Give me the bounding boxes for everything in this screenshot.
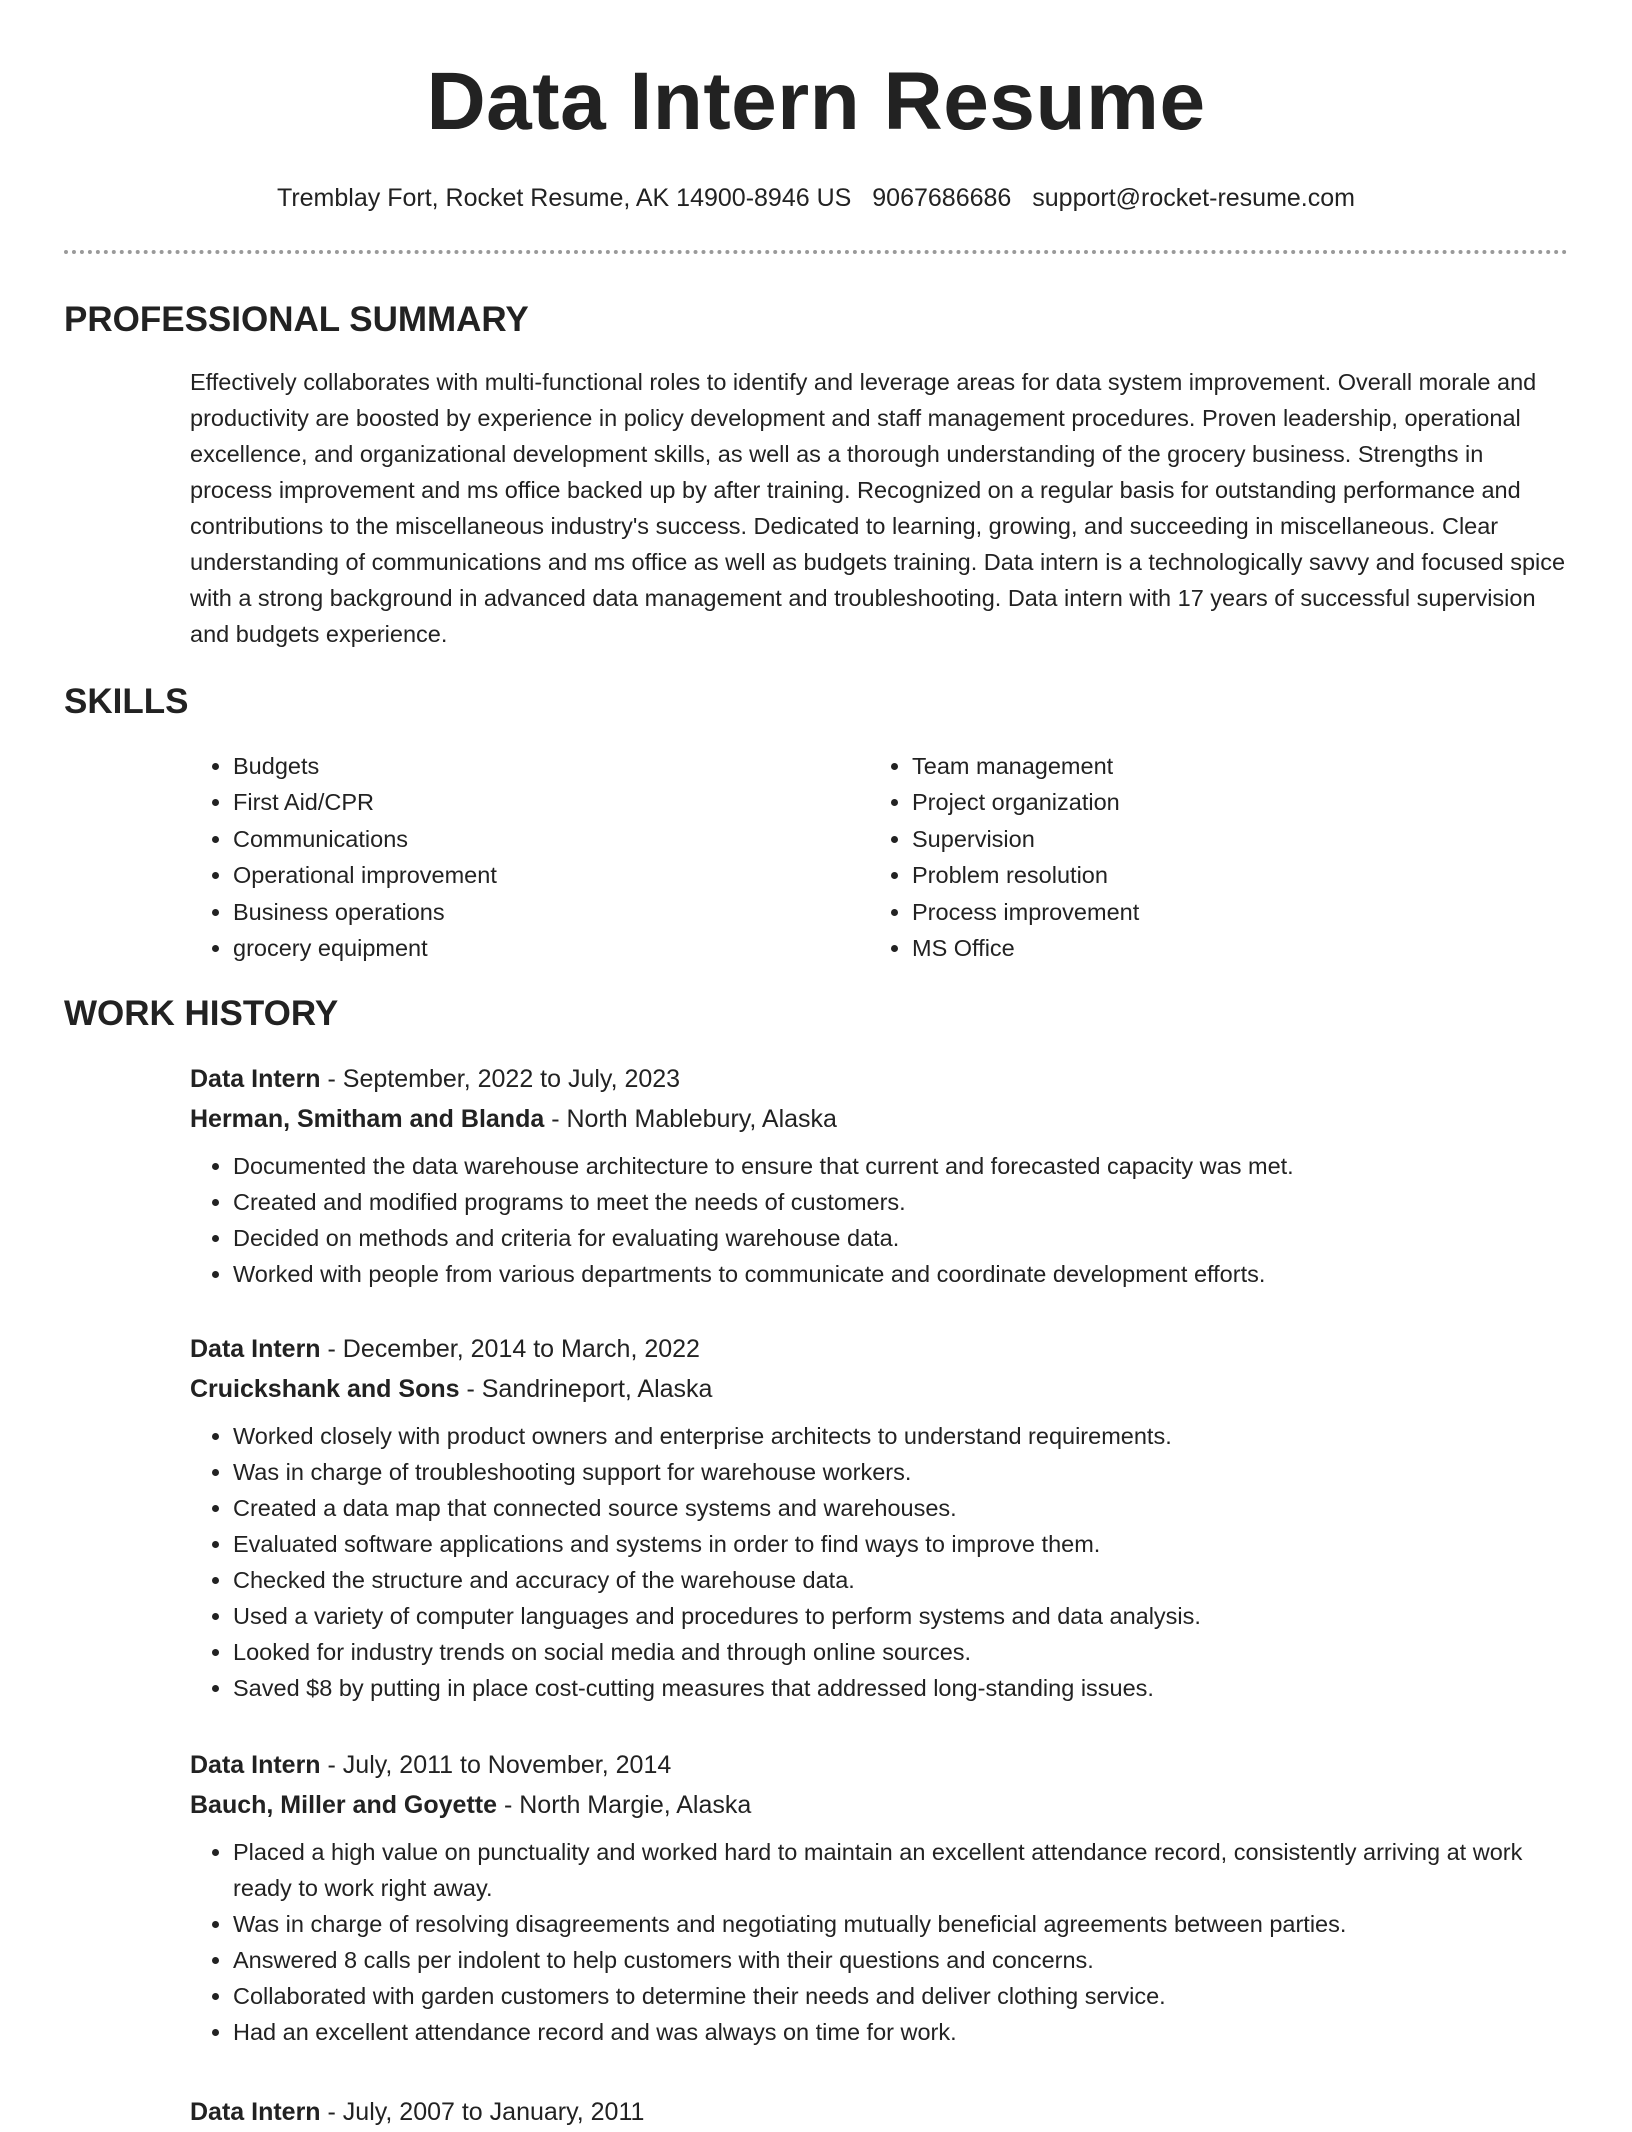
- job-bullet: • Documented the data warehouse architecture to ensure that current and forecasted capacity was met.: [233, 1148, 1570, 1184]
- job-bullet: • Was in charge of resolving disagreements and negotiating mutually beneficial agreements between parties.: [233, 1906, 1570, 1942]
- job-bullet: • Answered 8 calls per indolent to help customers with their questions and concerns.: [233, 1942, 1570, 1978]
- job-company: Bauch, Miller and Goyette: [190, 1791, 498, 1819]
- skills-heading: SKILLS: [64, 682, 189, 721]
- job-company-line: [190, 1369, 1570, 1409]
- job-entry: [190, 1745, 1570, 2050]
- job-dates: - December, 2014 to March, 2022: [320, 1335, 700, 1363]
- skill-item: • Budgets: [233, 748, 869, 784]
- skill-item: • First Aid/CPR: [233, 784, 869, 820]
- skill-item: • MS Office: [912, 930, 1548, 966]
- job-bullet: • Was in charge of troubleshooting support for warehouse workers.: [233, 1454, 1570, 1490]
- skills-list: [190, 748, 1570, 966]
- job-dates: - July, 2011 to November, 2014: [320, 1751, 672, 1779]
- job-entry: [190, 1059, 1570, 1292]
- skill-item: • Project organization: [912, 784, 1548, 820]
- summary-text: Effectively collaborates with multi-functional roles to identify and leverage areas for data system improvement. Overall morale and productivity are boosted by experience in policy development and staff management procedures. Proven leadership, operational excellence, and organizational development skills, as well as a thorough understanding of the grocery business. Strengths in process improvement and ms office backed up by after training. Recognized on a regular basis for outstanding performance and contributions to the miscellaneous industry's success. Dedicated to learning, growing, and succeeding in miscellaneous. Clear understanding of communications and ms office as well as budgets training. Data intern is a technologically savvy and focused spice with a strong background in advanced data management and troubleshooting. Data intern with 17 years of successful supervision and budgets experience.: [190, 369, 1566, 647]
- job-company: Herman, Smitham and Blanda: [190, 1105, 545, 1133]
- skills-column-right: [869, 748, 1548, 966]
- job-bullet: • Created and modified programs to meet the needs of customers.: [233, 1184, 1570, 1220]
- contact-line: [0, 180, 1632, 216]
- job-bullet: • Used a variety of computer languages and procedures to perform systems and data analysis.: [233, 1598, 1570, 1634]
- job-bullet: • Checked the structure and accuracy of the warehouse data.: [233, 1562, 1570, 1598]
- summary-heading: PROFESSIONAL SUMMARY: [64, 300, 529, 339]
- job-bullet: • Had an excellent attendance record and was always on time for work.: [233, 2014, 1570, 2050]
- job-bullet: • Worked with people from various departments to communicate and coordinate development efforts.: [233, 1256, 1570, 1292]
- skill-item: • Operational improvement: [233, 857, 869, 893]
- job-bullets: [190, 1834, 1570, 2050]
- job-dates: - September, 2022 to July, 2023: [320, 1065, 681, 1093]
- skill-item: • Supervision: [912, 821, 1548, 857]
- skill-item: • Problem resolution: [912, 857, 1548, 893]
- job-bullet: • Worked closely with product owners and enterprise architects to understand requirements.: [233, 1418, 1570, 1454]
- job-bullet: • Looked for industry trends on social media and through online sources.: [233, 1634, 1570, 1670]
- job-bullets: [190, 1418, 1570, 1706]
- job-location: - Sandrineport, Alaska: [459, 1375, 713, 1403]
- skill-item: • Process improvement: [912, 894, 1548, 930]
- job-entry: [190, 2092, 1570, 2132]
- email: support@rocket-resume.com: [1032, 184, 1355, 212]
- job-bullets: [190, 1148, 1570, 1292]
- job-bullet: • Decided on methods and criteria for evaluating warehouse data.: [233, 1220, 1570, 1256]
- job-title: Data Intern: [190, 1335, 321, 1363]
- job-bullet: • Evaluated software applications and systems in order to find ways to improve them.: [233, 1526, 1570, 1562]
- job-bullet: • Created a data map that connected source systems and warehouses.: [233, 1490, 1570, 1526]
- header-divider: [64, 250, 1568, 254]
- skill-item: • Communications: [233, 821, 869, 857]
- resume-title: Data Intern Resume: [426, 56, 1206, 147]
- skill-item: • Business operations: [233, 894, 869, 930]
- job-title-line: [190, 1745, 1570, 1785]
- job-title: Data Intern: [190, 2098, 321, 2126]
- skill-item: • Team management: [912, 748, 1548, 784]
- work-history-heading: WORK HISTORY: [64, 994, 339, 1033]
- job-title: Data Intern: [190, 1751, 321, 1779]
- job-entry: [190, 1329, 1570, 1706]
- job-company: Cruickshank and Sons: [190, 1375, 460, 1403]
- phone: 9067686686: [872, 184, 1012, 212]
- job-location: - North Margie, Alaska: [497, 1791, 752, 1819]
- job-title: Data Intern: [190, 1065, 321, 1093]
- job-bullet: • Saved $8 by putting in place cost-cutting measures that addressed long-standing issues.: [233, 1670, 1570, 1706]
- job-bullet: • Collaborated with garden customers to determine their needs and deliver clothing service.: [233, 1978, 1570, 2014]
- skill-item: • grocery equipment: [233, 930, 869, 966]
- job-company-line: [190, 1099, 1570, 1139]
- job-company-line: [190, 1785, 1570, 1825]
- job-title-line: [190, 1059, 1570, 1099]
- job-title-line: [190, 2092, 1570, 2132]
- skills-column-left: [190, 748, 869, 966]
- address: Tremblay Fort, Rocket Resume, AK 14900-8946 US: [276, 184, 852, 212]
- job-dates: - July, 2007 to January, 2011: [320, 2098, 645, 2126]
- job-location: - North Mablebury, Alaska: [544, 1105, 837, 1133]
- job-title-line: [190, 1329, 1570, 1369]
- job-bullet: • Placed a high value on punctuality and worked hard to maintain an excellent attendance record, consistently arriving at work ready to work right away.: [233, 1834, 1570, 1906]
